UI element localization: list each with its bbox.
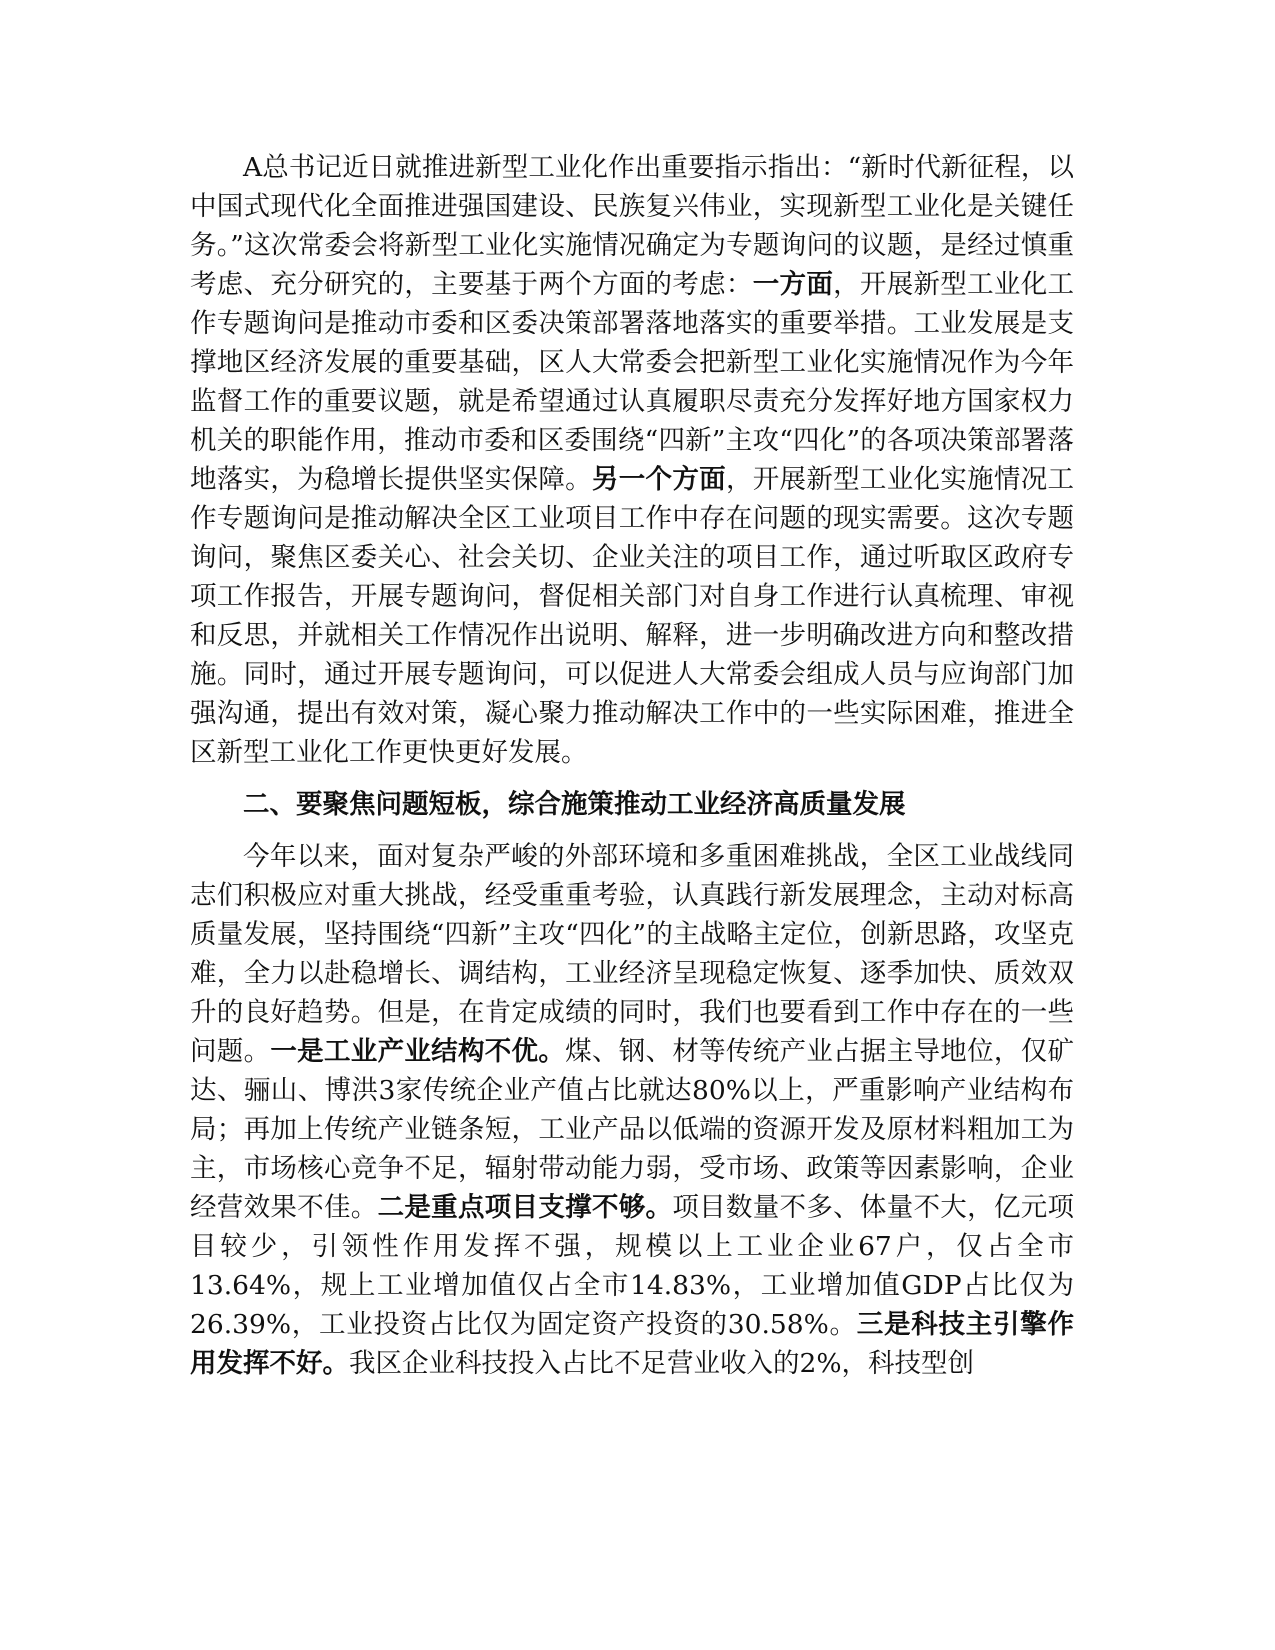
emphasis-text: 一是工业产业结构不优。 <box>270 1036 566 1067</box>
paragraph-text: 项目数量不多、体量不大，亿元项目较少，引领性作用发挥不强，规模以上工业企业67户，仅占全市13.64%，规上工业增加值仅占全市14.83%，工业增加值GDP占比仅为26.39%，工业投资占比仅为固定资产投资的30.58%。 <box>190 1192 1074 1340</box>
emphasis-text: 一方面 <box>752 269 834 300</box>
emphasis-text: 三是科技主引擎作用发挥不好。 <box>190 1309 1075 1379</box>
document-page <box>190 148 1074 1383</box>
paragraph-text: A总书记近日就推进新型工业化作出重要指示指出：“新时代新征程，以中国式现代化全面推进强国建设、民族复兴伟业，实现新型工业化是关键任务。”这次常委会将新型工业化实施情况确定为专题询问的议题，是经过慎重考虑、充分研究的，主要基于两个方面的考虑： <box>190 152 1074 300</box>
body-paragraph <box>190 148 1074 772</box>
section-heading: 二、要聚焦问题短板，综合施策推动工业经济高质量发展 <box>243 789 906 820</box>
paragraph-text: 煤、钢、材等传统产业占据主导地位，仅矿达、骊山、博洪3家传统企业产值占比就达80%以上，严重影响产业结构布局；再加上传统产业链条短，工业产品以低端的资源开发及原材料粗加工为主，市场核心竞争不足，辐射带动能力弱，受市场、政策等因素影响，企业经营效果不佳。 <box>190 1036 1074 1223</box>
body-paragraph <box>190 837 1074 1383</box>
emphasis-text: 另一个方面 <box>591 464 726 495</box>
paragraph-text: 我区企业科技投入占比不足营业收入的2%，科技型创 <box>349 1348 975 1379</box>
paragraph-text: 今年以来，面对复杂严峻的外部环境和多重困难挑战，全区工业战线同志们积极应对重大挑战，经受重重考验，认真践行新发展理念，主动对标高质量发展，坚持围绕“四新”主攻“四化”的主战略主定位，创新思路，攻坚克难，全力以赴稳增长、调结构，工业经济呈现稳定恢复、逐季加快、质效双升的良好趋势。但是，在肯定成绩的同时，我们也要看到工作中存在的一些问题。 <box>190 841 1074 1067</box>
paragraph-text: ，开展新型工业化实施情况工作专题询问是推动解决全区工业项目工作中存在问题的现实需要。这次专题询问，聚焦区委关心、社会关切、企业关注的项目工作，通过听取区政府专项工作报告，开展专题询问，督促相关部门对自身工作进行认真梳理、审视和反思，并就相关工作情况作出说明、解释，进一步明确改进方向和整改措施。同时，通过开展专题询问，可以促进人大常委会组成人员与应询部门加强沟通，提出有效对策，凝心聚力推动解决工作中的一些实际困难，推进全区新型工业化工作更快更好发展。 <box>190 464 1074 768</box>
paragraph-text: ，开展新型工业化工作专题询问是推动市委和区委决策部署落地落实的重要举措。工业发展是支撑地区经济发展的重要基础，区人大常委会把新型工业化实施情况作为今年监督工作的重要议题，就是希望通过认真履职尽责充分发挥好地方国家权力机关的职能作用，推动市委和区委围绕“四新”主攻“四化”的各项决策部署落地落实，为稳增长提供坚实保障。 <box>190 269 1074 495</box>
emphasis-text: 二是重点项目支撑不够。 <box>377 1192 673 1223</box>
